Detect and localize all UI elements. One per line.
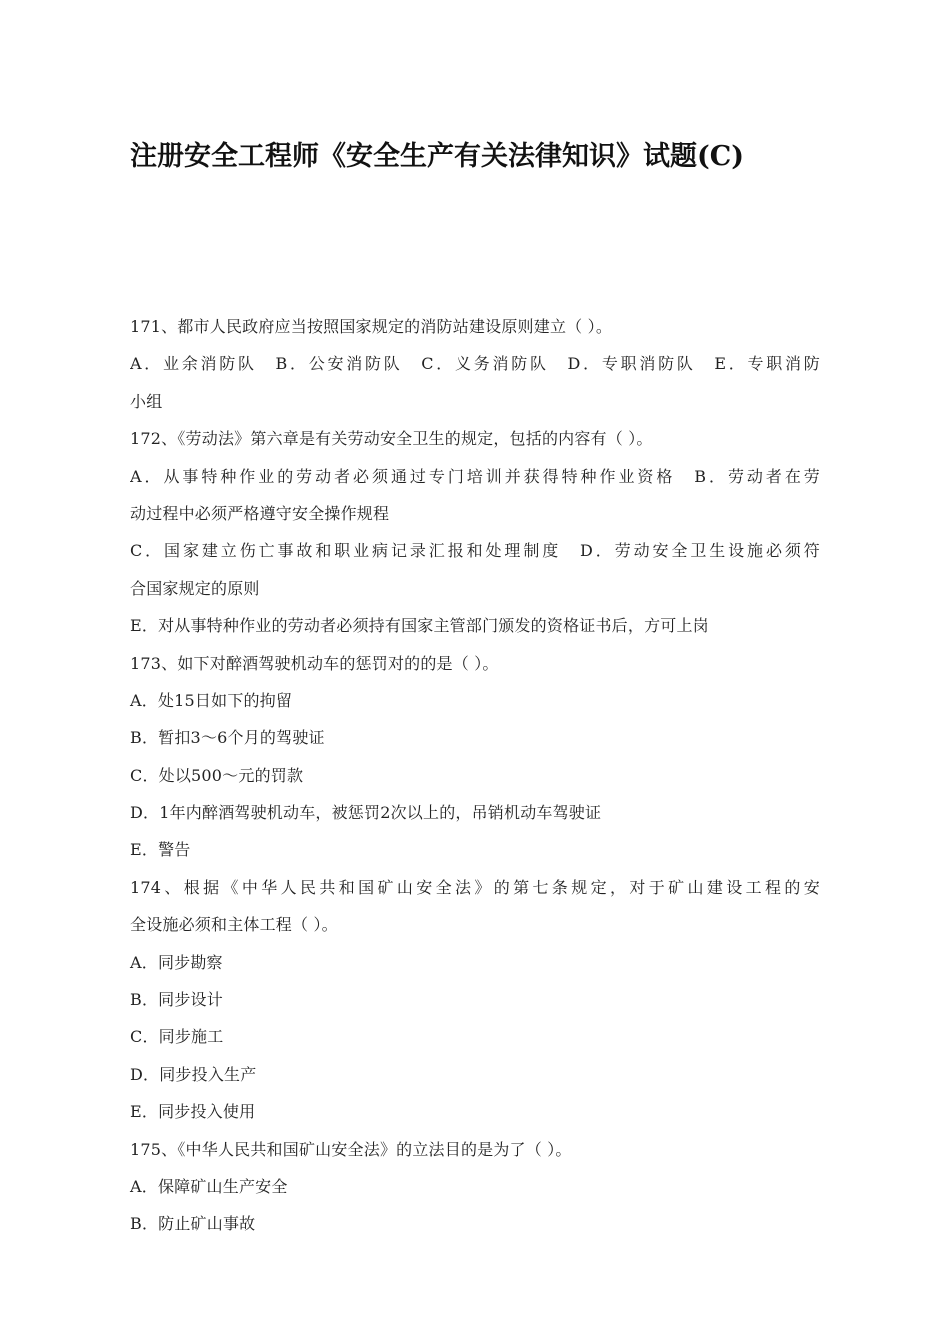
question-172-options-cd-cont: 合国家规定的原则: [130, 578, 260, 598]
question-171-options: A．业余消防队 B．公安消防队 C．义务消防队 D．专职消防队 E．专职消防: [130, 354, 820, 374]
question-174-option-e: E．同步投入使用: [130, 1102, 256, 1122]
question-174-option-b: B．同步设计: [130, 990, 223, 1010]
question-175: 175、《中华人民共和国矿山安全法》的立法目的是为了（ ）。: [130, 1139, 572, 1159]
question-173-option-c: C．处以500～元的罚款: [130, 765, 304, 785]
question-172-options-cd: C．国家建立伤亡事故和职业病记录汇报和处理制度 D．劳动安全卫生设施必须符: [130, 541, 820, 561]
question-171: 171、都市人民政府应当按照国家规定的消防站建设原则建立（ ）。: [130, 317, 613, 336]
question-174-option-c: C．同步施工: [130, 1027, 224, 1047]
question-173-option-b: B．暂扣3～6个月的驾驶证: [130, 728, 325, 748]
question-173: 173、如下对醉酒驾驶机动车的惩罚对的的是（ ）。: [130, 653, 499, 673]
question-174: 174、根据《中华人民共和国矿山安全法》的第七条规定，对于矿山建设工程的安: [130, 877, 820, 897]
question-172-options-ab: A．从事特种作业的劳动者必须通过专门培训并获得特种作业资格 B．劳动者在劳: [130, 466, 820, 486]
question-175-option-b: B．防止矿山事故: [130, 1214, 256, 1234]
question-173-option-e: E．警告: [130, 840, 191, 860]
document-body: [130, 308, 820, 1243]
question-174-option-d: D．同步投入生产: [130, 1064, 257, 1084]
page-title: 注册安全工程师《安全生产有关法律知识》试题(C): [130, 141, 745, 172]
question-173-option-a: A．处15日如下的拘留: [130, 690, 293, 710]
question-175-option-a: A．保障矿山生产安全: [130, 1176, 288, 1196]
question-172-options-ab-cont: 动过程中必须严格遵守安全操作规程: [130, 503, 390, 523]
question-174-option-a: A．同步勘察: [130, 952, 223, 972]
question-172: 172、《劳动法》第六章是有关劳动安全卫生的规定，包括的内容有（ ）。: [130, 429, 653, 449]
question-174-cont: 全设施必须和主体工程（ ）。: [130, 915, 338, 935]
question-173-option-d: D．1年内醉酒驾驶机动车，被惩罚2次以上的，吊销机动车驾驶证: [130, 803, 602, 823]
question-171-options-cont: 小组: [130, 391, 163, 411]
question-172-option-e: E．对从事特种作业的劳动者必须持有国家主管部门颁发的资格证书后，方可上岗: [130, 616, 709, 636]
